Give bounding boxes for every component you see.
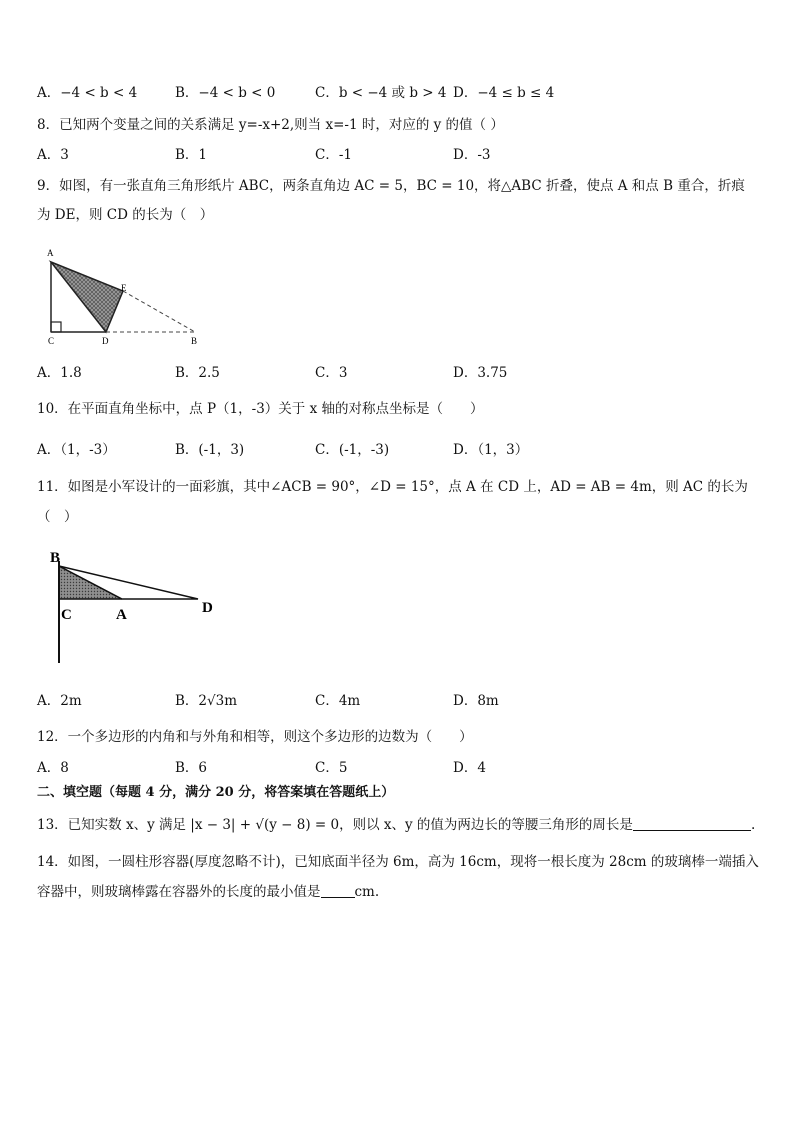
q11-option-c: C．4m [315,693,361,709]
q9-option-d: D．3.75 [453,365,508,381]
q11-label-a: A [116,607,127,623]
q9-shaded-triangle [51,262,123,332]
q8-question-text: 8．已知两个变量之间的关系满足 y=-x+2,则当 x=-1 时，对应的 y 的值（ ） [37,117,504,133]
q8-option-b: B．1 [175,147,208,163]
q11-label-d: D [202,600,213,616]
q11-label-c: C [61,607,72,623]
q9-label-b: B [191,336,198,346]
q10-option-a: A．（1，-3） [37,442,116,458]
q11-question-text-line1: 11．如图是小军设计的一面彩旗，其中∠ACB = 90°，∠D = 15°，点 A 在 CD 上，AD = AB = 4m，则 AC 的长为 [37,479,748,495]
q9-label-d: D [102,336,109,346]
q9-option-b: B．2.5 [175,365,220,381]
q11-figure [45,545,225,667]
q13-question-text: 13．已知实数 x、y 满足 |x − 3| + √(y − 8) = 0，则以 x、y 的值为两边长的等腰三角形的周长是 [37,817,633,833]
q9-figure [40,244,210,348]
q9-question-text-line2: 为 DE，则 CD 的长为（ ） [37,207,214,223]
q14-answer-blank[interactable] [321,883,355,898]
q9-option-a: A．1.8 [37,365,82,381]
q12-option-a: A．8 [37,760,69,776]
q11-option-b: B．2√3m [175,693,238,709]
q9-label-e: E [121,283,127,293]
q9-dashed-eb [123,291,195,332]
section-heading: 二、填空题（每题 4 分，满分 20 分，将答案填在答题纸上） [37,785,395,800]
q9-label-a: A [47,248,54,258]
q11-option-a: A．2m [37,693,82,709]
q10-question-text: 10．在平面直角坐标中，点 P（1，-3）关于 x 轴的对称点坐标是（ ） [37,401,484,417]
q9-option-c: C．3 [315,365,348,381]
q12-option-c: C．5 [315,760,348,776]
q13-question [37,816,755,834]
q13-question-tail: . [750,817,756,833]
q10-option-b: B．(-1，3) [175,442,245,458]
q8-option-d: D．-3 [453,147,491,163]
q14-question-text-line1: 14．如图，一圆柱形容器(厚度忽略不计)，已知底面半径为 6m，高为 16cm，现将一根长度为 28cm 的玻璃棒一端插入 [37,854,759,870]
q14-question-text-line2: 容器中，则玻璃棒露在容器外的长度的最小值是 [37,884,321,900]
q10-option-c: C．(-1，-3) [315,442,390,458]
q7-option-a: A．−4 < b < 4 [37,85,138,101]
q9-label-c: C [48,336,55,346]
q11-question-text-line2: （ ） [37,509,78,525]
q12-option-b: B．6 [175,760,208,776]
q9-question-text-line1: 9．如图，有一张直角三角形纸片 ABC，两条直角边 AC = 5，BC = 10，将△ABC 折叠，使点 A 和点 B 重合，折痕 [37,178,745,194]
q7-option-c: C．b < −4 或 b > 4 [315,85,447,101]
q14-question-line2 [37,883,379,901]
q13-answer-blank[interactable] [633,816,751,831]
q11-option-d: D．8m [453,693,499,709]
q7-option-d: D．−4 ≤ b ≤ 4 [453,85,555,101]
q12-option-d: D．4 [453,760,486,776]
q10-option-d: D．（1，3） [453,442,529,458]
q12-question-text: 12．一个多边形的内角和与外角和相等，则这个多边形的边数为（ ） [37,729,473,745]
q8-option-a: A．3 [37,147,69,163]
q14-unit: cm. [354,884,380,900]
q9-right-angle-mark [51,322,61,332]
q8-option-c: C．-1 [315,147,352,163]
q11-label-b: B [50,550,61,566]
q7-option-b: B．−4 < b < 0 [175,85,276,101]
